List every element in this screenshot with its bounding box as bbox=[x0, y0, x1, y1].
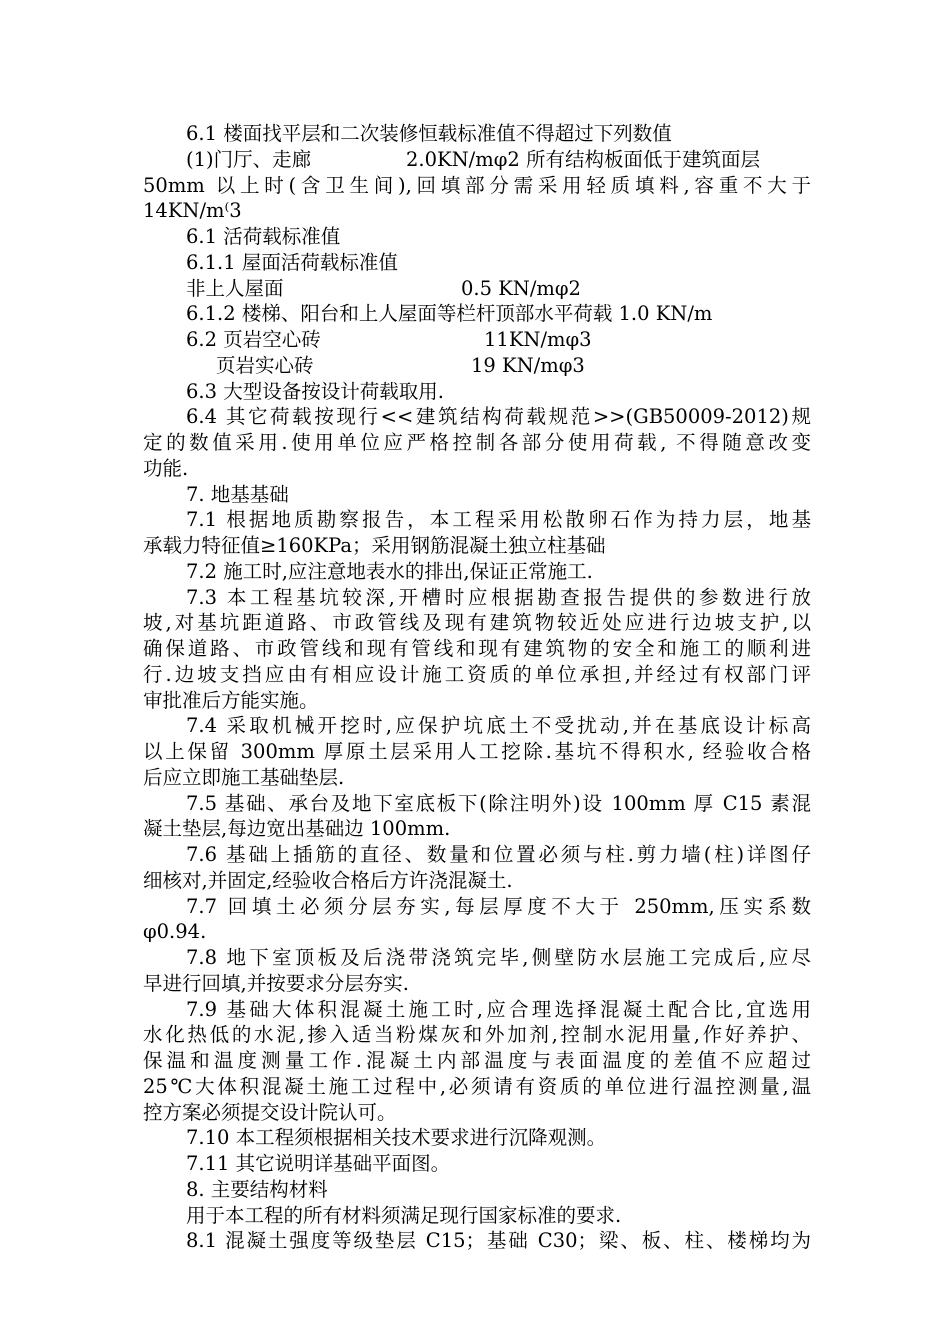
item-label: 6.2 页岩空心砖 bbox=[186, 328, 321, 351]
heading-6-3: 6.3 大型设备按设计荷载取用. bbox=[186, 379, 444, 403]
text-line: 定的数值采用.使用单位应严格控制各部分使用荷载, 不得随意改变 bbox=[143, 431, 811, 454]
text-line bbox=[143, 147, 811, 173]
text-line: 坡,对基坑距道路、市政管线及现有建筑物较近处应进行边坡支护,以 bbox=[143, 611, 811, 635]
text-line: 7.9 基础大体积混凝土施工时,应合理选择混凝土配合比,宜选用 bbox=[186, 997, 811, 1021]
text-line: 早进行回填,并按要求分层夯实. bbox=[143, 971, 409, 995]
text-line: φ0.94. bbox=[143, 920, 207, 944]
text-line: 用于本工程的所有材料须满足现行国家标准的要求. bbox=[186, 1203, 622, 1227]
text-line: 水化热低的水泥,掺入适当粉煤灰和外加剂,控制水泥用量,作好养护、 bbox=[143, 1023, 811, 1047]
text-line: 7.7 回填土必须分层夯实,每层厚度不大于 250mm,压实系数 bbox=[186, 894, 811, 918]
text-line: 25℃大体积混凝土施工过程中,必须请有资质的单位进行温控测量,温 bbox=[143, 1074, 811, 1098]
text-line: 7.6 基础上插筋的直径、数量和位置必须与柱.剪力墙(柱)详图仔 bbox=[186, 843, 811, 866]
text-line: 7.8 地下室顶板及后浇带浇筑完毕,侧壁防水层施工完成后,应尽 bbox=[186, 946, 811, 969]
text-line: 7.10 本工程须根据相关技术要求进行沉降观测。 bbox=[186, 1126, 607, 1150]
text-line: 6.4 其它荷载按现行<<建筑结构荷载规范>>(GB50009-2012)规 bbox=[186, 405, 811, 429]
text-line bbox=[143, 353, 811, 379]
item-label: 页岩实心砖 bbox=[216, 353, 314, 377]
text-line bbox=[143, 276, 811, 302]
text-line: 7.2 施工时,应注意地表水的排出,保证正常施工. bbox=[186, 559, 593, 583]
text-line: 7.5 基础、承台及地下室底板下(除注明外)设 100mm 厚 C15 素混 bbox=[186, 791, 811, 815]
text-line: 审批准后方能实施。 bbox=[143, 688, 319, 712]
text-line: 7.1 根据地质勘察报告，本工程采用松散卵石作为持力层，地基 bbox=[186, 508, 811, 532]
text-line: 功能. bbox=[143, 456, 189, 480]
item-value: 19 KN/mφ3 bbox=[471, 353, 585, 377]
text-line: 以上保留 300mm 厚原土层采用人工挖除.基坑不得积水, 经验收合格 bbox=[143, 740, 811, 763]
text-line: 50mm 以上时(含卫生间),回填部分需采用轻质填料,容重不大于 bbox=[143, 173, 811, 197]
item-label: (1)门厅、走廊 bbox=[186, 147, 312, 171]
item-value: 0.5 KN/mφ2 bbox=[461, 276, 581, 300]
heading-6-1-dead-load: 6.1 楼面找平层和二次装修恒载标准值不得超过下列数值 bbox=[186, 122, 672, 145]
heading-6-1-live-load: 6.1 活荷载标准值 bbox=[186, 225, 341, 248]
section-8-heading: 8. 主要结构材料 bbox=[186, 1177, 328, 1201]
text-line: 保温和温度测量工作.混凝土内部温度与表面温度的差值不应超过 bbox=[143, 1049, 811, 1072]
text-line: 7.3 本工程基坑较深,开槽时应根据勘查报告提供的参数进行放 bbox=[186, 585, 811, 609]
text-line: 承载力特征值≥160KPa；采用钢筋混凝土独立柱基础 bbox=[143, 534, 606, 557]
document-body bbox=[143, 121, 811, 1254]
text-line: 7.4 采取机械开挖时,应保护坑底土不受扰动,并在基底设计标高 bbox=[186, 714, 811, 738]
text-line bbox=[143, 327, 811, 353]
text-line: 细核对,并固定,经验收合格后方许浇混凝土. bbox=[143, 868, 513, 892]
item-value: 11KN/mφ3 bbox=[484, 328, 592, 351]
text-line: 行.边坡支挡应由有相应设计施工资质的单位承担,并经过有权部门评 bbox=[143, 662, 811, 686]
text-line: 后应立即施工基础垫层. bbox=[143, 765, 345, 789]
text-line: 8.1 混凝土强度等级垫层 C15；基础 C30；梁、板、柱、楼梯均为 bbox=[186, 1229, 811, 1253]
text-line: 7.11 其它说明详基础平面图。 bbox=[186, 1152, 451, 1175]
text-line: 14KN/m⁽3 bbox=[143, 199, 242, 223]
item-value: 2.0KN/mφ2 所有结构板面低于建筑面层 bbox=[406, 147, 760, 171]
text-line: 控方案必须提交设计院认可。 bbox=[143, 1100, 397, 1124]
section-7-heading: 7. 地基基础 bbox=[186, 482, 289, 506]
item-label: 非上人屋面 bbox=[186, 276, 284, 300]
text-line: 凝土垫层,每边宽出基础边 100mm. bbox=[143, 817, 451, 841]
text-line: 确保道路、市政管线和现有管线和现有建筑物的安全和施工的顺利进 bbox=[143, 637, 811, 660]
heading-6-1-2: 6.1.2 楼梯、阳台和上人屋面等栏杆顶部水平荷载 1.0 KN/m bbox=[186, 302, 713, 326]
heading-6-1-1: 6.1.1 屋面活荷载标准值 bbox=[186, 250, 398, 274]
